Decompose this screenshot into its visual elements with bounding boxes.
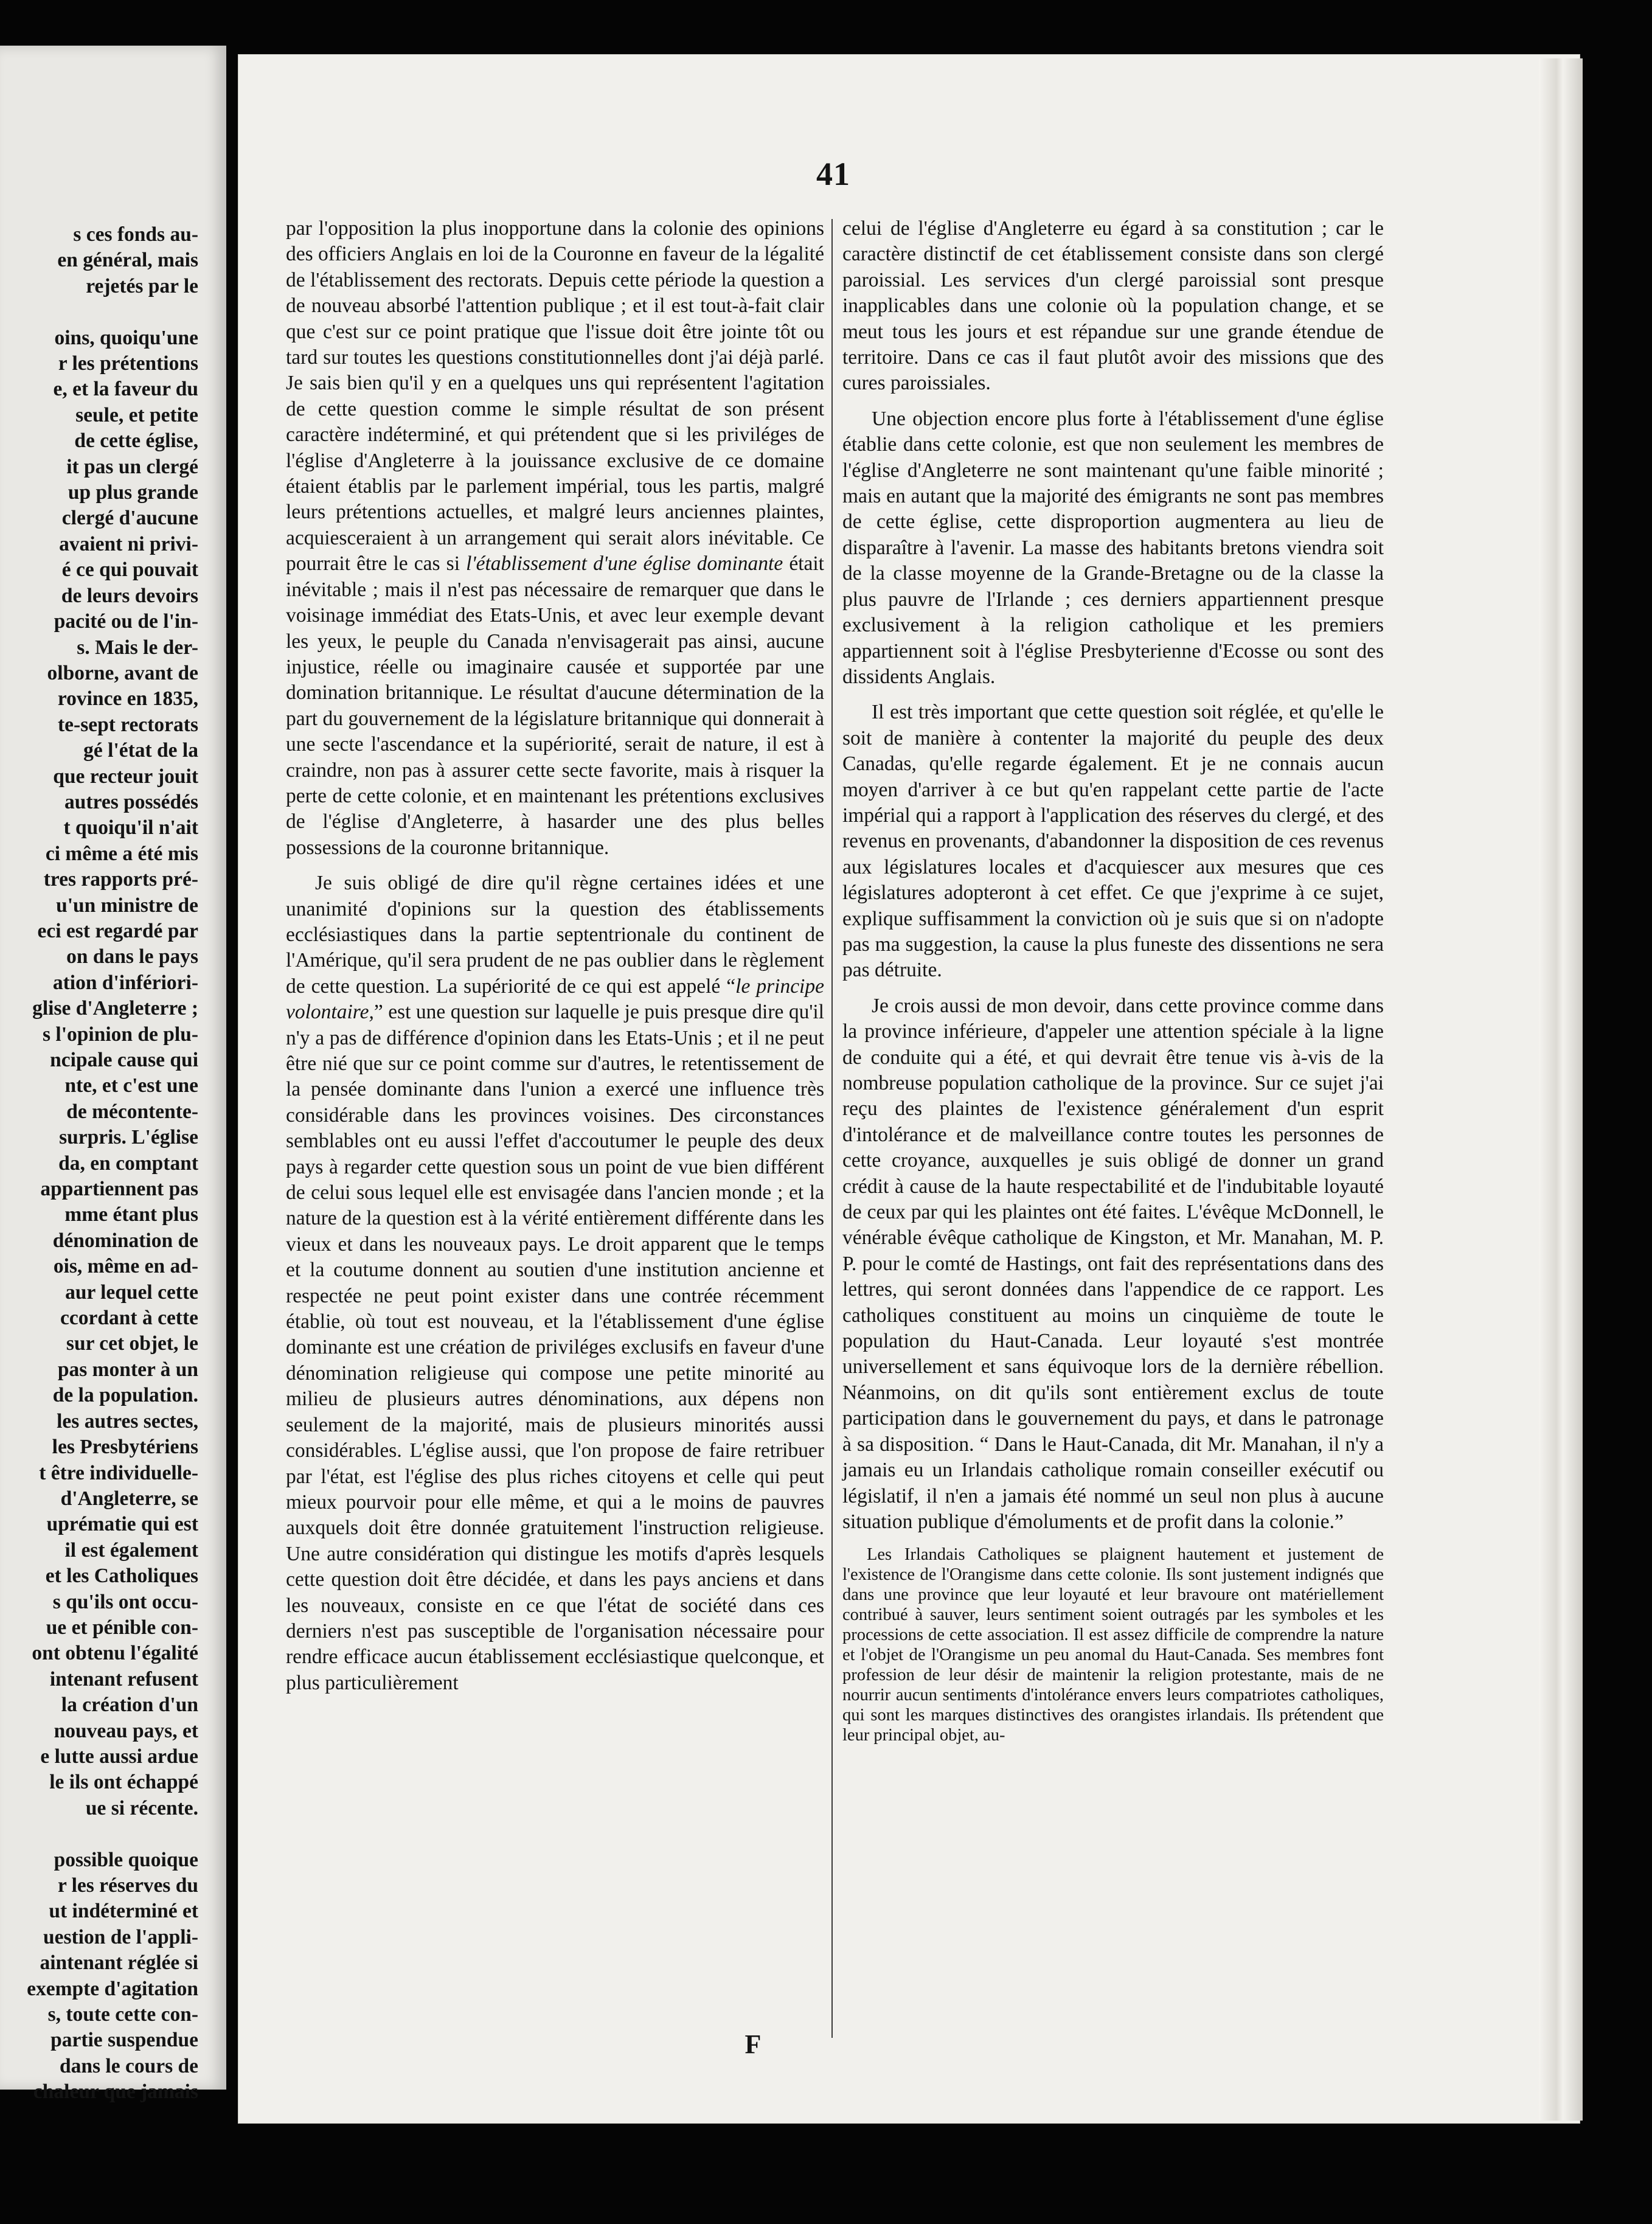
text-line: on dans le pays — [66, 945, 198, 968]
text-line: r les prétentions — [58, 352, 198, 375]
page-edge — [1539, 58, 1583, 2121]
text-line: oins, quoiqu'une — [54, 326, 198, 349]
italic-phrase: l'établissement d'une église dominante — [466, 552, 783, 575]
text-line: s. Mais le der- — [77, 636, 198, 659]
previous-page-text — [0, 222, 198, 2105]
text-line: e, et la faveur du — [53, 378, 198, 401]
paragraph-small-print: Les Irlandais Catholiques se plaignent hautement et justement de l'existence de l'Orangisme dans cette colonie. Ils sont justement indignés que dans une province que leur loyauté et leur bravoure ont matériellement contribué à sauver, leurs sentiment soient outragés par les symboles et les processions de cette association. Il est assez difficile de comprendre la nature et l'objet de l'Orangisme un peu anomal du Haut-Canada. Ses membres font profession de leur désir de maintenir la religion protestante, mais de ne nourrir aucun sentiments d'intolérance envers leurs compatriotes catholiques, qui sont les marques distinctives des orangistes irlandais. Ils prétendent que leur principal objet, au- — [842, 1545, 1384, 1745]
text-line: u'un ministre de — [56, 894, 198, 917]
text-line: ci même a été mis — [45, 842, 198, 865]
text-line: surpris. L'église — [59, 1126, 198, 1149]
paragraph: Il est très important que cette question soit réglée, et qu'elle le soit de manière à contenter la majorité du peuple des deux Canadas, qu'elle regarde également. Et je ne connais aucun moyen d'arriver à ce but qu'en rappelant cette partie de l'acte impérial qui a rapport à l'application des réserves du clergé, et des revenus en provenants, d'abandonner la disposition de ces revenus aux législatures locales et d'acquiescer aux mesures que ces législatures adopteront à cet effet. Ce que j'exprime à ce sujet, explique suffisamment la conviction où je suis que si on n'adopte pas ma suggestion, la cause la plus funeste des dissentions ne sera pas détruite. — [842, 701, 1384, 982]
text-line: sur cet objet, le — [66, 1332, 198, 1355]
text-line: ncipale cause qui — [50, 1049, 198, 1071]
text-line: te-sept rectorats — [58, 713, 198, 736]
text-line: ccordant à cette — [60, 1307, 198, 1330]
paragraph: celui de l'église d'Angleterre eu égard à sa constitution ; car le caractère distinctif de cet établissement consiste dans son clergé paroissial. Les services d'un clergé paroissial sont presque inapplicables dans une colonie où la population change, et se meut tous les jours et est répandue sur une grande étendue de territoire. Dans ce cas il faut plutôt avoir des missions que des cures paroissiales. — [842, 217, 1384, 395]
text-column-right — [842, 216, 1384, 1745]
text-line — [0, 1821, 198, 1847]
text-line: gé l'état de la — [83, 739, 198, 762]
text-line: ut indéterminé et — [49, 1900, 198, 1923]
text-line: chaleur que jamais — [33, 2080, 198, 2104]
text-line: seule, et petite — [75, 403, 198, 426]
text-line: de mécontente- — [66, 1100, 198, 1123]
text-line: la création d'un — [61, 1694, 198, 1717]
text-line: t être individuelle- — [39, 1461, 198, 1484]
text-line: s, toute cette con- — [47, 2003, 198, 2026]
text-line: tres rapports pré- — [43, 868, 198, 891]
text-line: aintenant réglée si — [40, 1951, 198, 1975]
text-line: mme étant plus — [64, 1203, 198, 1226]
text-line: en général, mais — [57, 249, 198, 272]
text-line: olborne, avant de — [47, 661, 198, 684]
text-line: pas monter à un — [57, 1358, 198, 1381]
text-line: uestion de l'appli- — [43, 1925, 198, 1948]
text-line: il est également — [64, 1538, 198, 1562]
text-line: et les Catholiques — [45, 1565, 198, 1588]
text-line: nouveau pays, et — [54, 1719, 198, 1742]
text-line: autres possédés — [64, 790, 198, 813]
text-line: t quoiqu'il n'ait — [63, 816, 198, 839]
text-line: r les réserves du — [57, 1874, 198, 1897]
paragraph-text: par l'opposition la plus inopportune dans la colonie des opinions des officiers Anglais en loi de la Couronne en faveur de la légalité de l'établissement des rectorats. Depuis cette période la question a de nouveau absorbé l'attention publique ; et il est tout-à-fait clair que c'est sur ce point pratique que l'issue doit être jointe tôt ou tard sur toutes les questions constitutionnelles dont j'ai déjà parlé. Je sais bien qu'il y en a quelques uns qui représentent l'agitation de cette question comme le simple résultat de son présent caractère indéterminé, et qui prétendent que si les priviléges de l'église d'Angleterre à la jouissance exclusive de ce domaine étaient établis par le parlement impérial, tous les partis, malgré leurs prétentions actuelles, et malgré leurs anciennes plaintes, acquiesceraient à un arrangement qui serait alors inévitable. Ce pourrait être le cas si — [286, 217, 824, 575]
text-line: avaient ni privi- — [59, 532, 198, 555]
text-line — [0, 299, 198, 325]
text-line: clergé d'aucune — [61, 507, 198, 530]
text-line: le ils ont échappé — [49, 1771, 198, 1794]
page-number: 41 — [816, 156, 850, 192]
text-line: les autres sectes, — [57, 1409, 198, 1433]
text-line: les Presbytériens — [52, 1436, 198, 1459]
text-line: que recteur jouit — [53, 765, 198, 788]
text-line: rejetés par le — [86, 274, 198, 297]
text-line: e lutte aussi ardue — [40, 1745, 198, 1768]
column-rule — [831, 219, 833, 2038]
text-line: ont obtenu l'égalité — [32, 1642, 198, 1665]
text-line: pacité ou de l'in- — [54, 610, 198, 633]
text-line: d'Angleterre, se — [60, 1487, 198, 1510]
text-line: eci est regardé par — [37, 919, 198, 942]
signature-mark: F — [744, 2029, 762, 2059]
text-line: dénomination de — [52, 1229, 198, 1252]
paragraph-text: Je suis obligé de dire qu'il règne certaines idées et une unanimité d'opinions sur la question des établissements ecclésiastiques dans la partie septentrionale du continent de l'Amérique, qu'il sera prudent de ne pas oublier dans le règlement de cette question. La supériorité de ce qui est appelé “ — [286, 872, 824, 998]
text-line: s qu'ils ont occu- — [52, 1590, 198, 1613]
paragraph: Une objection encore plus forte à l'établissement d'une église établie dans cette colonie, est que non seulement les membres de l'église d'Angleterre ne sont maintenant qu'une faible minorité ; mais en autant que la majorité des émigrants ne sont pas membres de cette église, cette disproportion augmentera au lieu de disparaître à l'avenir. La masse des habitants bretons viendra soit de la classe moyenne de la Grande-Bretagne ou de la classe la plus pauvre de l'Irlande ; ces derniers appartiennent presque exclusivement à la religion catholique et les premiers appartiennent soit à l'église Presbyterienne d'Ecosse ou sont des dissidents Anglais. — [842, 407, 1384, 688]
text-line: de cette église, — [74, 429, 198, 453]
text-line: da, en comptant — [58, 1152, 198, 1175]
paragraph-text: ” est une question sur laquelle je puis presque dire qu'il n'y a pas de différence d'opinion dans les Etats-Unis ; et il ne peut être nié que sur ce point comme sur d'autres, le retentissement de la pensée dominante dans l'union a exercé une influence très considérable dans les provinces voisines. Des circonstances semblables ont eu aussi l'effet d'accoutumer le peuple des deux pays à regarder cette question sous un point de vue bien différent de celui sous lequel elle est envisagée dans l'ancien monde ; et la nature de la question est à la vérité entièrement différente dans les vieux et dans les nouveaux pays. Le droit apparent que le temps et la coutume donnent au soutien d'une institution ancienne et respectée ne peut point exister dans une contrée récemment établie, où tout est nouveau, et la l'établissement d'une église dominante est une création de priviléges exclusifs en faveur d'une dénomination religieuse qui compose une petite minorité au milieu de plusieurs autres dénominations, aux dépens non seulement de la majorité, mais de plusieurs minorités aussi considérables. L'église aussi, que l'on propose de faire retribuer par l'état, est l'église des plus riches citoyens et celle qui peut mieux pourvoir pour elle même, et qui a le moins de pauvres auxquels doit être donnée gratuitement l'instruction religieuse. Une autre considération qui distingue les motifs d'après lesquels cette question doit être décidée, et dans les pays anciens et dans les nouveaux, consiste en ce que l'état de société dans ces derniers n'est pas susceptible de l'organisation nécessaire pour rendre efficace aucun établissement ecclésiastique quelconque, et plus particulièrement — [286, 1001, 824, 1694]
text-line: nte, et c'est une — [64, 1074, 198, 1097]
previous-page-fragment — [0, 46, 226, 2104]
text-line: appartiennent pas — [40, 1178, 198, 1201]
text-line: s ces fonds au- — [73, 223, 198, 246]
text-line: dans le cours de — [59, 2054, 198, 2077]
text-line: partie suspendue — [50, 2029, 198, 2052]
text-line: ation d'infériori- — [52, 971, 198, 994]
text-line: glise d'Angleterre ; — [32, 997, 198, 1020]
paragraph — [286, 216, 824, 861]
paragraph — [286, 870, 824, 1696]
text-line: ois, même en ad- — [53, 1255, 198, 1278]
text-line: up plus grande — [68, 481, 198, 504]
text-line: ue et pénible con- — [46, 1616, 198, 1639]
italic-phrase: le principe volontaire, — [286, 975, 824, 1024]
text-line: possible quoique — [54, 1848, 198, 1871]
text-line: de leurs devoirs — [61, 584, 198, 607]
paragraph-text: était inévitable ; mais il n'est pas nécessaire de remarquer que dans le voisinage immédiat des Etats-Unis, et avec leur exemple devant les yeux, le peuple du Canada n'envisagerait pas ainsi, aucune injustice, réelle ou imaginaire causée et supportée par une domination britannique. Le résultat d'aucune détermination de la part du gouvernement de la législature britannique qui donnerait à une secte l'ascendance et la supériorité, serait de nature, il est à craindre, non pas à assurer cette secte favorite, mais à risquer la perte de cette colonie, et en maintenant les prétentions exclusives de l'église d'Angleterre, à hasarder une des plus belles possessions de la couronne britannique. — [286, 552, 824, 859]
text-line: rovince en 1835, — [57, 687, 198, 711]
text-line: intenant refusent — [49, 1667, 198, 1691]
text-line: uprématie qui est — [46, 1513, 198, 1536]
text-line: it pas un clergé — [66, 455, 198, 478]
text-line: de la population. — [52, 1384, 198, 1407]
text-line: exempte d'agitation — [27, 1977, 198, 2000]
text-line: aur lequel cette — [65, 1281, 198, 1304]
paragraph: Je crois aussi de mon devoir, dans cette province comme dans la province inférieure, d'appeler une attention spéciale à la ligne de conduite qui a été, et qui devrait être tenue vis à-vis de la nombreuse population catholique de la province. Sur ce sujet j'ai reçu des plaintes de l'existence généralement d'un esprit d'intolérance et de malveillance contre toutes les personnes de cette croyance, auxquelles je suis obligé de donner un grand crédit à cause de la haute respectabilité et de l'indubitable loyauté de ceux par qui les plaintes ont été faites. L'évêque McDonnell, le vénérable évêque catholique de Kingston, et Mr. Manahan, M. P. P. pour le comté de Hastings, ont fait des représentations dans des lettres, qui seront données dans l'appendice de ce rapport. Les catholiques constituent au moins un cinquième de toute le population du Haut-Canada. Leur loyauté s'est montrée universellement et sans équivoque lors de la dernière rébellion. Néanmoins, on dit qu'ils sont entièrement exclus de toute participation dans le gouvernement du pays, et dans le patronage à sa disposition. “ Dans le Haut-Canada, dit Mr. Manahan, il n'y a jamais eu un Irlandais catholique romain conseiller exécutif ou législatif, il n'en a jamais été nommé un seul non plus à aucune situation publique d'émoluments et de profit dans la colonie.” — [842, 994, 1384, 1533]
text-line: é ce qui pouvait — [61, 558, 198, 582]
text-line: s l'opinion de plu- — [42, 1023, 198, 1046]
text-line: ue si récente. — [85, 1796, 198, 1819]
text-column-left — [286, 216, 824, 1696]
